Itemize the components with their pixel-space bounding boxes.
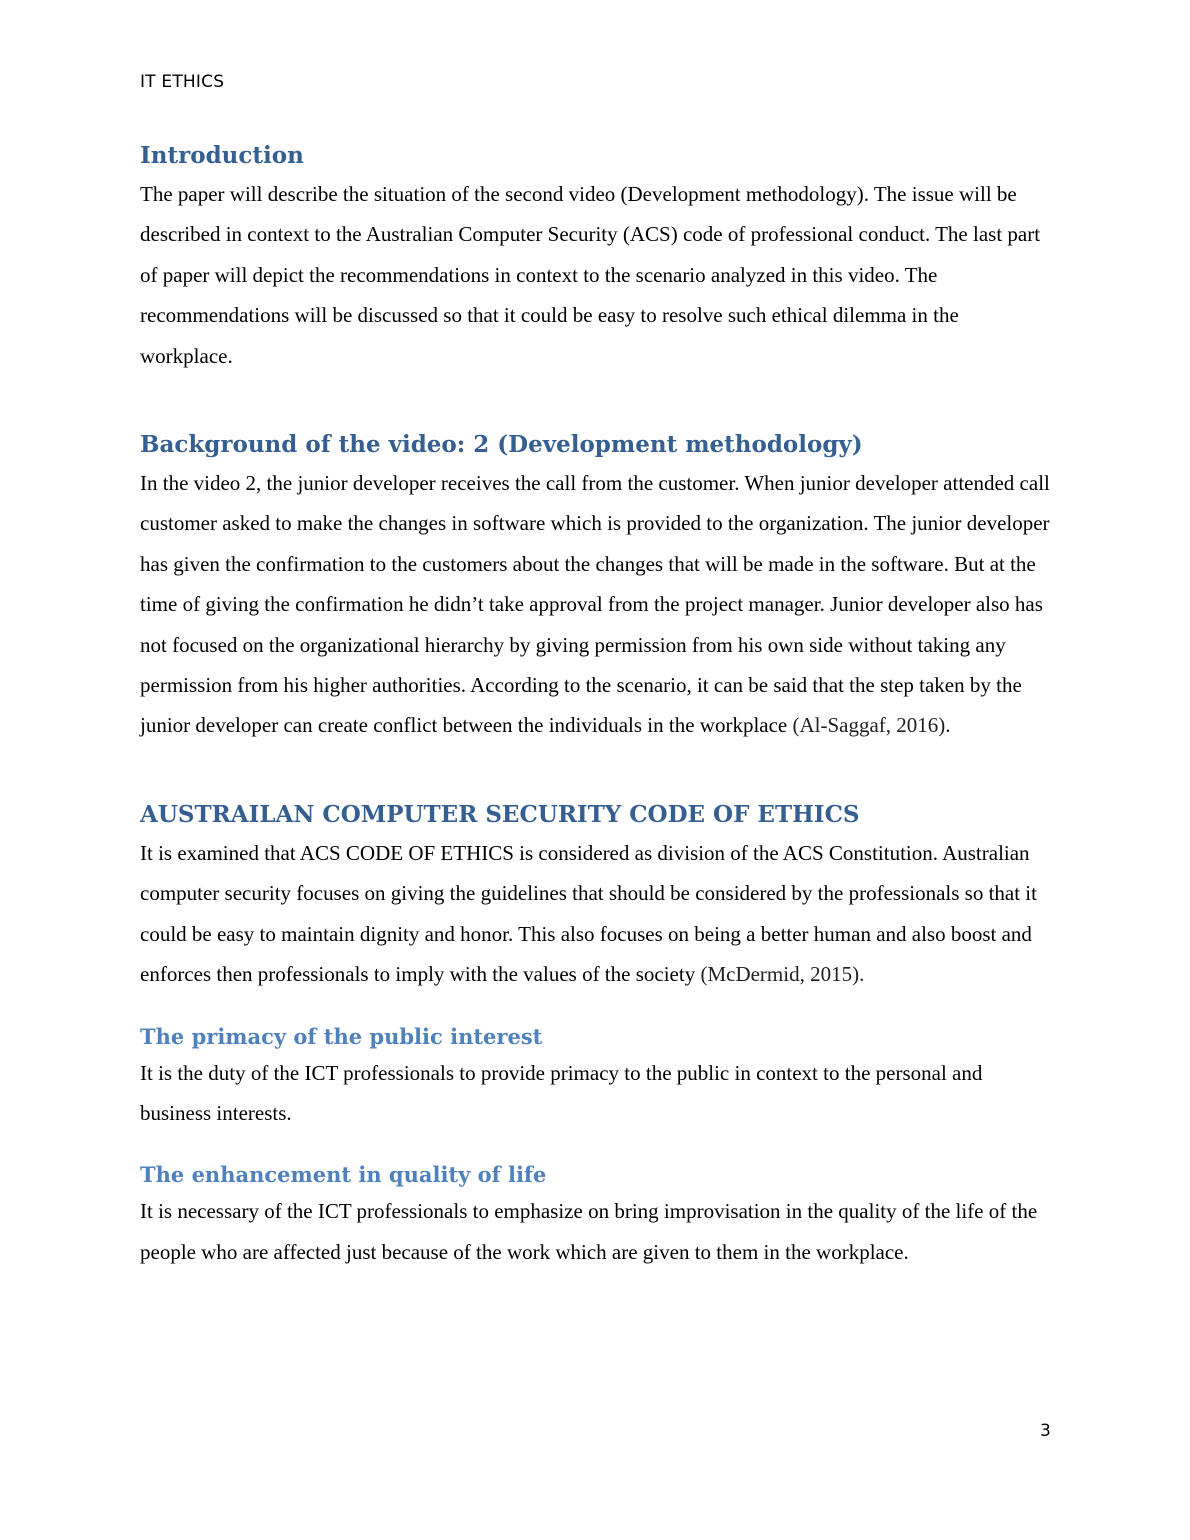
spacer <box>140 746 1055 797</box>
background-text: In the video 2, the junior developer receives the call from the customer. When junior developer attended call customer asked to make the changes in software which is provided to the organization. The junior developer has given the confirmation to the customers about the changes that will be made in the software. But at the time of giving the confirmation he didn’t take approval from the project manager. Junior developer also has not focused on the organizational hierarchy by giving permission from his own side without taking any permission from his higher authorities. According to the scenario, it can be said that the step taken by the junior developer can create conflict between the individuals in the workplace <box>140 471 1050 738</box>
document-body <box>140 138 1055 1272</box>
acs-code-text: It is examined that ACS CODE OF ETHICS is considered as division of the ACS Constitution. Australian computer security focuses on giving the guidelines that should be considered by the professionals so that it could be easy to maintain dignity and honor. This also focuses on being a better human and also boost and enforces then professionals to imply with the values of the society <box>140 840 1037 987</box>
heading-background: Background of the video: 2 (Development methodology) <box>140 431 863 459</box>
section-acs-code <box>140 797 1055 995</box>
heading-public-interest: The primacy of the public interest <box>140 1023 543 1049</box>
heading-quality-of-life: The enhancement in quality of life <box>140 1162 547 1188</box>
section-introduction <box>140 138 1055 376</box>
acs-code-tail: . <box>859 962 865 987</box>
paragraph-public-interest: It is the duty of the ICT professionals to provide primacy to the public in context to the personal and business interests. <box>140 1060 983 1125</box>
paragraph-introduction: The paper will describe the situation of the second video (Development methodology). The issue will be described in context to the Australian Computer Security (ACS) code of professional conduct. The last part of paper will depict the recommendations in context to the scenario analyzed in this video. The recommendations will be discussed so that it could be easy to resolve such ethical dilemma in the workplace. <box>140 182 1041 368</box>
citation-mcdermid: (McDermid, 2015) <box>700 962 860 987</box>
paragraph-quality-of-life: It is necessary of the ICT professionals to emphasize on bring improvisation in the quality of the life of the people who are affected just because of the work which are given to them in the workplace. <box>140 1199 1038 1264</box>
running-header: IT ETHICS <box>140 72 225 92</box>
spacer <box>140 995 1055 1021</box>
heading-acs-code: AUSTRAILAN COMPUTER SECURITY CODE OF ETHICS <box>140 800 860 828</box>
section-quality-of-life <box>140 1159 1055 1272</box>
page-number: 3 <box>1040 1421 1051 1441</box>
spacer <box>140 376 1055 427</box>
spacer <box>140 1133 1055 1159</box>
heading-introduction: Introduction <box>140 142 304 169</box>
paragraph-background <box>140 463 1055 746</box>
section-background <box>140 427 1055 746</box>
citation-al-saggaf: (Al-Saggaf, 2016) <box>792 713 946 738</box>
paragraph-acs-code <box>140 833 1055 995</box>
section-public-interest <box>140 1021 1055 1134</box>
background-tail: . <box>945 713 951 738</box>
